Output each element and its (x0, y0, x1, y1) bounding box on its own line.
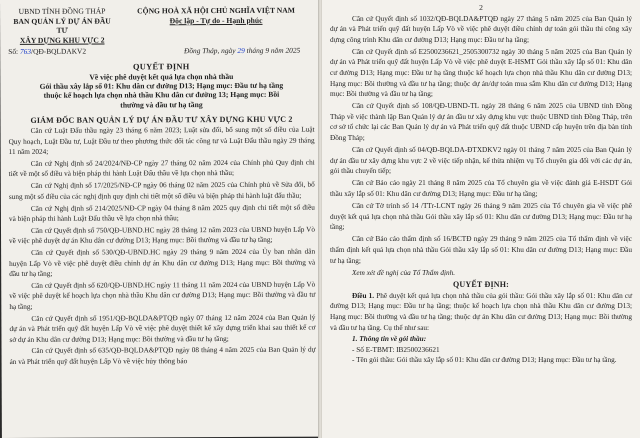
legal-basis-paragraph: Căn cứ Quyết định số 530/QĐ-UBND.HC ngày 29 tháng 9 năm 2024 của Ủy ban nhân dân huyện Lấp Vò về việc phê duyệt điều chỉnh dự án Khu dân cư đường D13; Hạng mục: Bồi thường và đầu tư hạ tầng; (9, 247, 316, 279)
legal-basis-paragraph: Căn cứ Nghị định số 214/2025/NĐ-CP ngày 04 tháng 8 năm 2025 quy định chi tiết một số điều và biện pháp thi hành Luật Đấu thầu về lựa chọn nhà thầu; (8, 203, 315, 224)
subject-line: Gói thầu xây lắp số 01: Khu dân cư đường D13; Hạng mục: Đầu tư hạ tầng (39, 80, 284, 92)
number-handwritten: 763 (19, 46, 32, 56)
date-rest: tháng 9 năm 2025 (246, 45, 301, 55)
package-name: - Tên gói thầu: Gói thầu xây lắp số 01: Khu dân cư đường D13; Hạng mục: Đầu tư hạ tầng. (352, 355, 617, 364)
agency-line-3: XÂY DỰNG KHU VỰC 2 (19, 35, 105, 45)
legal-basis-paragraph: Căn cứ Quyết định số 620/QĐ-UBND.HC ngày 11 tháng 11 năm 2024 của UBND huyện Lấp Vò về việc phê duyệt kế hoạch lựa chọn nhà thầu Khu dân cư đường D13; Hạng mục: Bồi thường và đầu tư hạ tầng; (9, 280, 316, 311)
legal-basis-paragraph: Căn cứ Quyết định số 108/QĐ-UBND-TL ngày 28 tháng 6 năm 2025 của UBND tỉnh Đồng Tháp về việc thành lập Ban Quản lý dự án đầu tư xây dựng khu vực thuộc UBND tỉnh Đồng Tháp, trên cơ sở tổ chức lại các Ban Quản lý dự án và Phát triển quỹ đất thuộc UBND cấp huyện trên địa bàn tỉnh Đồng Tháp; (330, 102, 632, 143)
legal-basis-paragraph: Căn cứ Nghị định số 17/2025/NĐ-CP ngày 06 tháng 02 năm 2025 của Chính phủ về Sửa đổi, bổ sung một số điều của các nghị định quy định chi tiết một số điều và biện pháp thi hành luật đấu thầu; (8, 180, 315, 201)
article-1-label: Điều 1. (352, 291, 375, 300)
document-header (8, 6, 314, 45)
number-prefix: Số: (8, 46, 19, 56)
decision-subject (8, 72, 314, 110)
legal-basis-paragraph: Căn cứ Báo cáo ngày 21 tháng 8 năm 2025 của Tổ chuyên gia về việc đánh giá E-HSDT Gói thầu xây lắp số 01: Khu dân cư đường D13; Hạng mục: Đầu tư hạ tầng; (330, 179, 632, 198)
legal-basis-paragraph: Căn cứ Quyết định số 1032/QĐ-BQLDA&PTQĐ ngày 27 tháng 5 năm 2025 của Ban Quản lý dự án và Phát triển quỹ đất huyện Lấp Vò về việc phê duyệt điều chỉnh dự toán gói thầu thi công xây dựng công trình Khu dân cư đường D13; Hạng mục: Đầu tư hạ tầng; (330, 14, 632, 44)
subject-line: thường và đầu tư hạ tầng (120, 99, 203, 110)
number-date-row (8, 46, 314, 56)
subject-line: thuộc kế hoạch lựa chọn nhà thầu Khu dân cư đường 13; Hạng mục: Bồi (43, 90, 280, 101)
national-motto (118, 6, 314, 45)
issuing-agency (8, 6, 116, 44)
legal-basis-paragraph: Căn cứ Quyết định số E2500236621_2505300732 ngày 30 tháng 5 năm 2025 của Ban Quản lý dự án và Phát triển quỹ đất huyện Lấp Vò về việc phê duyệt E-HSMT Gói thầu xây lắp số 01: Khu dân cư đường D13; Hạng mục: Đầu tư hạ tầng thuộc kế hoạch lựa chọn nhà thầu Khu dân cư đường D13; Hạng mục: Bồi thường và đầu tư hạ tầng; thuộc dự án/dự toán mua sắm Khu dân cư đường D13; Hạng mục: Bồi thường và đầu tư hạ tầng; (330, 47, 632, 99)
tender-notice-number: - Số E-TBMT: IB2500236621 (352, 345, 440, 354)
decision-heading: QUYẾT ĐỊNH: (452, 280, 510, 290)
document-date (184, 46, 300, 56)
nation-motto: Độc lập - Tự do - Hạnh phúc (169, 15, 263, 25)
review-note: Xem xét đề nghị của Tổ Thẩm định. (352, 268, 456, 277)
article-1 (330, 291, 632, 333)
page-2 (320, 0, 640, 438)
legal-basis-paragraph: Căn cứ Nghị định số 24/2024/NĐ-CP ngày 27 tháng 02 năm 2024 của Chính phủ Quy định chi tiết về một số điều và biện pháp thi hành Luật Đấu thầu về lựa chọn nhà thầu; (8, 158, 315, 179)
page-number: 2 (479, 3, 483, 12)
article-1-text: Phê duyệt kết quả lựa chọn nhà thầu của gói thầu: Gói thầu xây lắp số 01: Khu dân cư đường D13; Hạng mục: Đầu tư hạ tầng; thuộc kế hoạch lựa chọn nhà thầu Khu dân cư đường D13; Hạng mục: Bồi thường và đầu tư hạ tầng; thuộc dự án Khu dân cư đường D13; Hạng mục: Bồi thường và đầu tư hạ tầng. Cụ thể như sau: (330, 291, 633, 332)
number-suffix: /QĐ-BQLDAKV2 (31, 46, 87, 56)
legal-basis-paragraph: Căn cứ Quyết định số 750/QĐ-UBND.HC ngày 28 tháng 12 năm 2023 của UBND huyện Lấp Vò về việc phê duyệt dự án Khu dân cư đường D13; Hạng mục: Bồi thường và đầu tư hạ tầng; (9, 225, 316, 246)
section-package-info: 1. Thông tin về gói thầu: (352, 335, 427, 344)
authority-heading: GIÁM ĐỐC BAN QUẢN LÝ DỰ ÁN ĐẦU TƯ XÂY DỰNG KHU VỰC 2 (30, 114, 293, 125)
date-day-handwritten: 29 (237, 45, 245, 55)
decision-title: QUYẾT ĐỊNH (132, 62, 190, 72)
legal-basis-paragraph: Căn cứ Báo cáo thẩm định số 16/BCTĐ ngày 29 tháng 9 năm 2025 của Tổ thẩm định về việc thẩm định kết quả lựa chọn nhà thầu Gói thầu xây lắp số 01: Khu dân cư đường D13; Hạng mục: Đầu tư hạ tầng; (330, 235, 632, 265)
nation-name: CỘNG HOÀ XÃ HỘI CHỦ NGHĨA VIỆT NAM (137, 5, 295, 16)
legal-basis-paragraph: Căn cứ Quyết định số 04/QĐ-BQLDA-ĐTXDKV2 ngày 01 tháng 7 năm 2025 của Ban Quản lý dự án đầu tư xây dựng khu vực 2 về việc tiếp nhận, kế thừa nhiệm vụ Tổ chuyên gia đối với các dự án, gói thầu chuyển tiếp; (330, 146, 632, 176)
page-fold (318, 0, 322, 438)
agency-line-1: UBND TỈNH ĐỒNG THÁP (18, 6, 106, 16)
agency-line-2: BAN QUẢN LÝ DỰ ÁN ĐẦU TƯ (13, 16, 111, 35)
legal-basis-paragraph: Căn cứ Quyết định số 1951/QĐ-BQLDA&PTQĐ ngày 07 tháng 12 năm 2024 của Ban Quản lý dự án và Phát triển quỹ đất huyện Lấp Vò về việc phê duyệt thiết kế xây dựng triển khai sau thiết kế cơ sở dự án Khu dân cư đường D13; Hạng mục: Bồi thường và đầu tư hạ tầng; (9, 313, 316, 344)
legal-basis-paragraph: Căn cứ Quyết định số 635/QĐ-BQLDA&PTQĐ ngày 08 tháng 4 năm 2025 của Ban Quản lý dự án và Phát triển quỹ đất huyện Lấp Vò về việc hủy thông báo (9, 346, 316, 366)
document-number (8, 47, 86, 56)
date-prefix: Đồng Tháp, ngày (183, 45, 236, 56)
legal-basis-paragraph: Căn cứ Tờ trình số 14 /TTr-LCNT ngày 26 tháng 9 năm 2025 của Tổ chuyên gia về việc phê duyệt kết quả lựa chọn nhà thầu Gói thầu xây lắp số 01: Khu dân cư đường D13; Hạng mục: Đầu tư hạ tầng; (330, 202, 632, 232)
subject-line: Về việc phê duyệt kết quả lựa chọn nhà thầu (89, 71, 234, 82)
legal-basis-paragraph: Căn cứ Luật Đấu thầu ngày 23 tháng 6 năm 2023; Luật sửa đổi, bổ sung một số điều của Luật Quy hoạch, Luật Đầu tư, Luật Đầu tư theo phương thức đối tác công tư và Luật Đấu thầu ngày 29 tháng 11 năm 2024; (8, 125, 315, 157)
